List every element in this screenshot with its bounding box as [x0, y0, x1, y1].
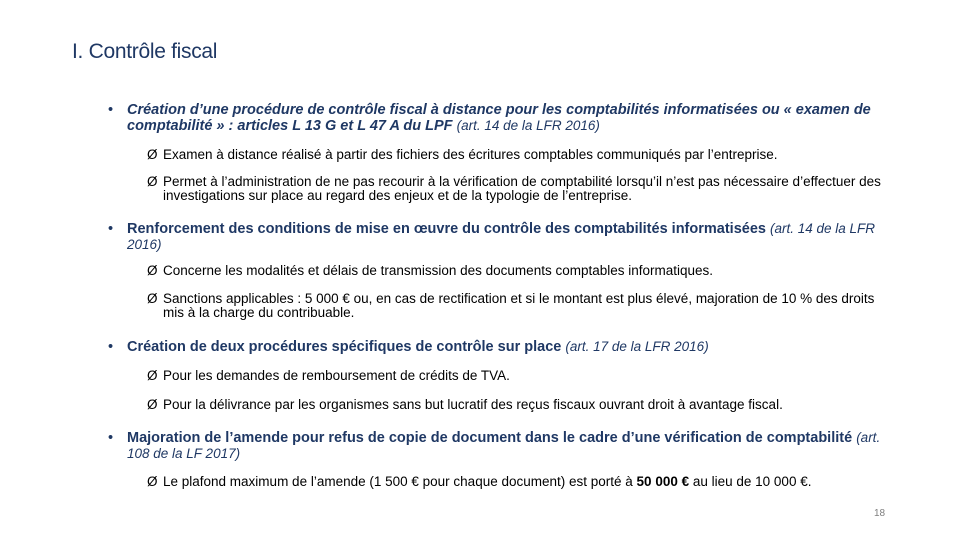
- bullet-icon: •: [108, 102, 114, 118]
- bullet-icon: •: [108, 430, 114, 446]
- arrow-bullet-icon: Ø: [147, 263, 158, 278]
- section-1-item-2: Ø Permet à l’administration de ne pas recourir à la vérification de comptabilité lorsqu’il n’est pas nécessaire d’effectuer des investigations sur place au regard des enjeux et de la typologie de l’entreprise.: [147, 174, 881, 203]
- section-3-item-2: Ø Pour la délivrance par les organismes sans but lucratif des reçus fiscaux ouvrant droit à avantage fiscal.: [147, 397, 783, 412]
- section-1-reference: (art. 14 de la LFR 2016): [456, 118, 600, 133]
- section-3-reference: (art. 17 de la LFR 2016): [565, 339, 709, 354]
- arrow-bullet-icon: Ø: [147, 397, 158, 412]
- section-4-reference: (art. 108 de la LF 2017): [127, 430, 881, 461]
- arrow-bullet-icon: Ø: [147, 174, 158, 189]
- section-1-heading: • Création d’une procédure de contrôle fiscal à distance pour les comptabilités informatisées ou « examen de comptabilité » : articles L 13 G et L 47 A du LPF (art. 14 de la LFR 2016): [108, 102, 871, 134]
- section-2-item-2: Ø Sanctions applicables : 5 000 € ou, en cas de rectification et si le montant est plus élevé, majoration de 10 % des droits mis à la charge du contribuable.: [147, 291, 875, 320]
- page-title: I. Contrôle fiscal: [72, 40, 218, 63]
- arrow-bullet-icon: Ø: [147, 147, 158, 162]
- arrow-bullet-icon: Ø: [147, 291, 158, 306]
- arrow-bullet-icon: Ø: [147, 474, 158, 489]
- section-1-item-1: Ø Examen à distance réalisé à partir des fichiers des écritures comptables communiqués par l’entreprise.: [147, 147, 778, 162]
- section-4-heading: • Majoration de l’amende pour refus de copie de document dans le cadre d’une vérification de comptabilité (art. 108 de la LF 2017): [108, 430, 881, 461]
- bullet-icon: •: [108, 339, 114, 355]
- section-4-item-1: Ø Le plafond maximum de l’amende (1 500 € pour chaque document) est porté à 50 000 € au lieu de 10 000 €.: [147, 474, 812, 489]
- bullet-icon: •: [108, 221, 114, 237]
- arrow-bullet-icon: Ø: [147, 368, 158, 383]
- section-3-item-1: Ø Pour les demandes de remboursement de crédits de TVA.: [147, 368, 510, 383]
- section-3-heading: • Création de deux procédures spécifiques de contrôle sur place (art. 17 de la LFR 2016): [108, 339, 709, 355]
- page-number: 18: [874, 508, 886, 519]
- section-2-heading: • Renforcement des conditions de mise en œuvre du contrôle des comptabilités informatisées (art. 14 de la LFR 2016): [108, 221, 876, 252]
- section-2-reference: (art. 14 de la LFR 2016): [127, 221, 876, 252]
- section-2-item-1: Ø Concerne les modalités et délais de transmission des documents comptables informatiques.: [147, 263, 714, 278]
